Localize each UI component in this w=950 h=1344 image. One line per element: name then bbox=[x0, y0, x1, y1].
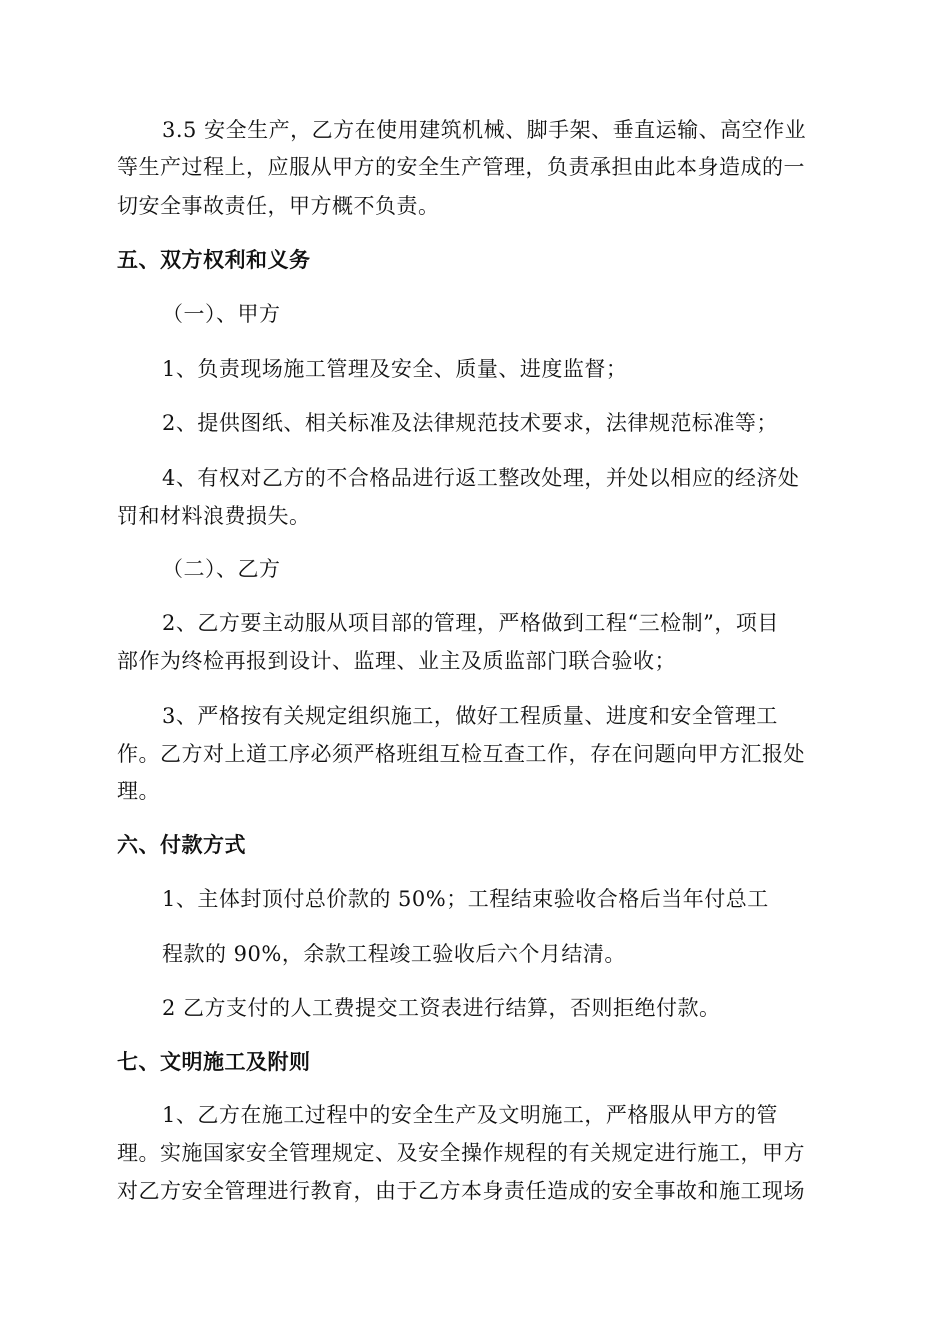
party-b-item-3-line-3: 理。 bbox=[117, 779, 160, 803]
para-3-5-line-3: 切安全事故责任，甲方概不负责。 bbox=[117, 194, 440, 218]
party-b-item-3-line-2: 作。乙方对上道工序必须严格班组互检互查工作，存在问题向甲方汇报处 bbox=[117, 742, 805, 766]
party-a-item-4-line-1: 4、有权对乙方的不合格品进行返工整改处理，并处以相应的经济处 bbox=[162, 466, 800, 490]
payment-item-1-line-1: 1、主体封顶付总价款的 50%；工程结束验收合格后当年付总工 bbox=[162, 887, 769, 911]
civil-item-1-line-3: 对乙方安全管理进行教育，由于乙方本身责任造成的安全事故和施工现场 bbox=[117, 1179, 805, 1203]
party-b-subheading: （二）、乙方 bbox=[162, 557, 281, 581]
civil-item-1-line-1: 1、乙方在施工过程中的安全生产及文明施工，严格服从甲方的管 bbox=[162, 1103, 778, 1127]
party-b-item-2-line-2: 部作为终检再报到设计、监理、业主及质监部门联合验收； bbox=[117, 649, 676, 673]
party-a-subheading: （一）、甲方 bbox=[162, 302, 281, 326]
para-3-5-line-1: 3.5 安全生产，乙方在使用建筑机械、脚手架、垂直运输、高空作业 bbox=[162, 118, 807, 142]
party-b-item-3-line-1: 3、严格按有关规定组织施工，做好工程质量、进度和安全管理工 bbox=[162, 704, 778, 728]
payment-item-2: 2 乙方支付的人工费提交工资表进行结算，否则拒绝付款。 bbox=[162, 996, 721, 1020]
section-5-heading: 五、双方权利和义务 bbox=[117, 248, 311, 272]
party-a-item-1: 1、负责现场施工管理及安全、质量、进度监督； bbox=[162, 357, 628, 381]
section-7-heading: 七、文明施工及附则 bbox=[117, 1050, 311, 1074]
payment-item-1-line-2: 程款的 90%，余款工程竣工验收后六个月结清。 bbox=[162, 942, 626, 966]
party-a-item-2: 2、提供图纸、相关标准及法律规范技术要求，法律规范标准等； bbox=[162, 411, 778, 435]
party-a-item-4-line-2: 罚和材料浪费损失。 bbox=[117, 504, 311, 528]
party-b-item-2-line-1: 2、乙方要主动服从项目部的管理，严格做到工程“三检制”，项目 bbox=[162, 611, 779, 635]
civil-item-1-line-2: 理。实施国家安全管理规定、及安全操作规程的有关规定进行施工，甲方 bbox=[117, 1141, 805, 1165]
para-3-5-line-2: 等生产过程上，应服从甲方的安全生产管理，负责承担由此本身造成的一 bbox=[117, 155, 805, 179]
section-6-heading: 六、付款方式 bbox=[117, 833, 246, 857]
